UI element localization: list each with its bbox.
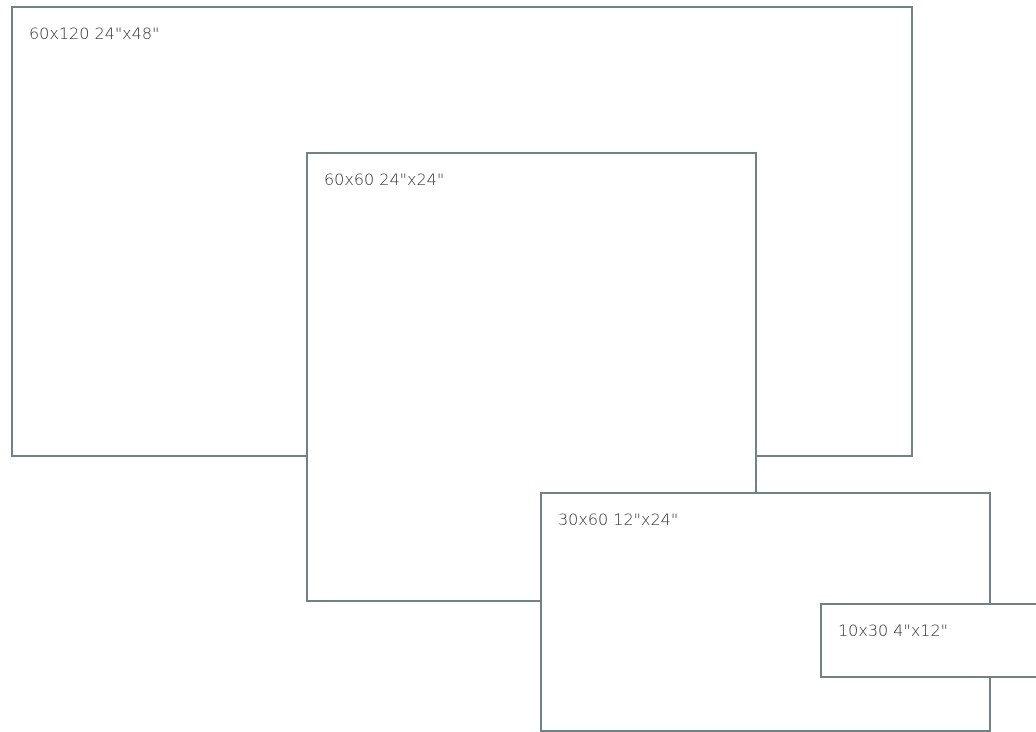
frame-label-60x60: 60x60 24"x24" [324,170,445,189]
frame-label-10x30: 10x30 4"x12" [838,621,948,640]
frame-10x30 [820,603,1036,678]
frame-label-60x120: 60x120 24"x48" [29,24,160,43]
frame-label-30x60: 30x60 12"x24" [558,510,679,529]
